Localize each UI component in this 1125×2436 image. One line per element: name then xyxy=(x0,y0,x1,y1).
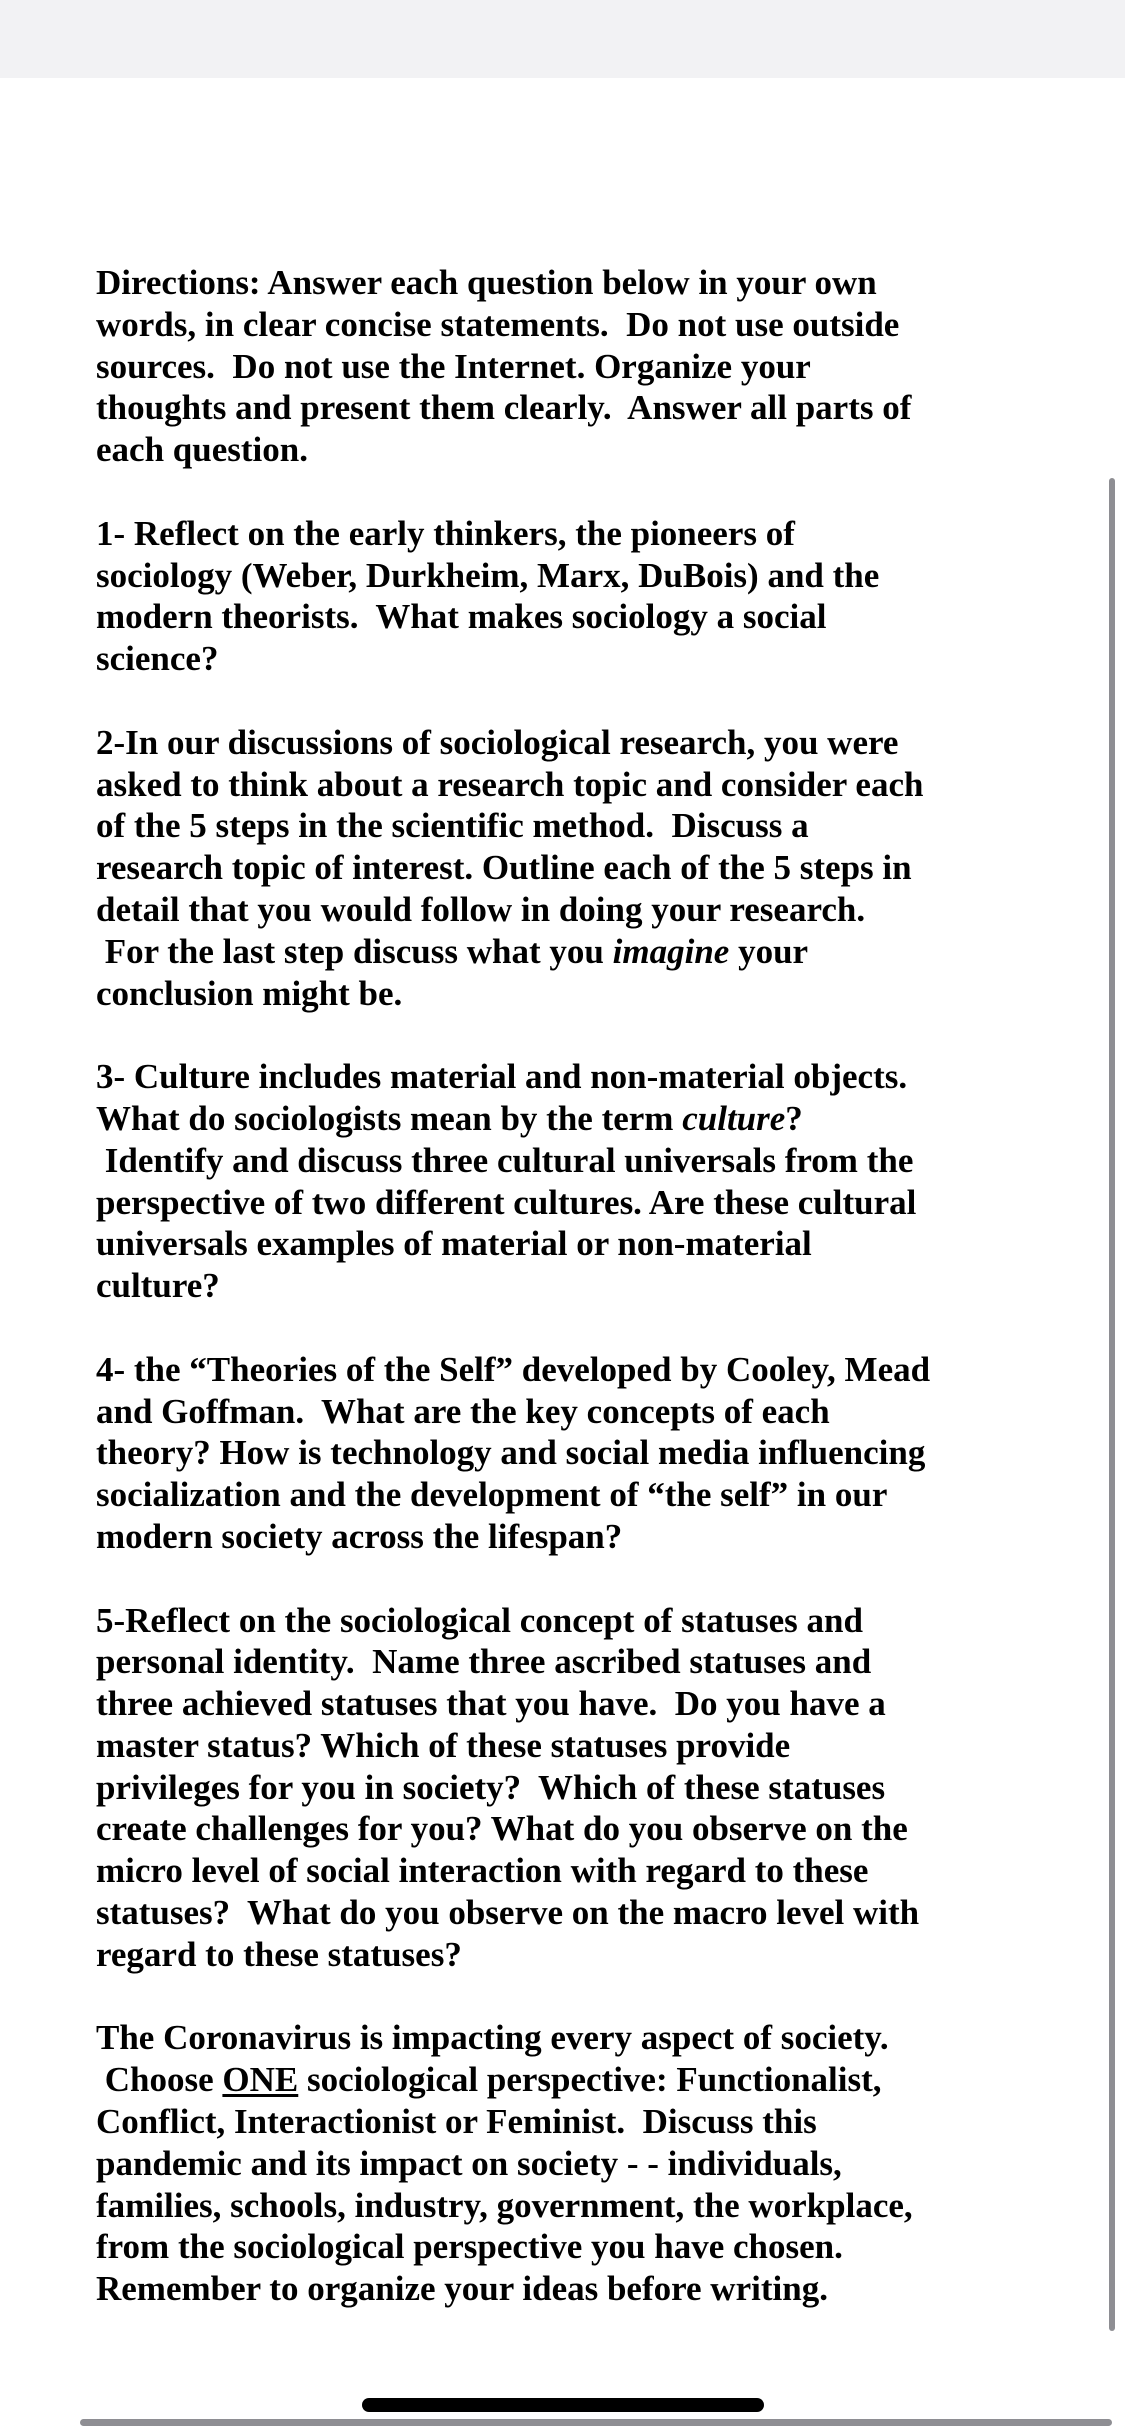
text-line: families, schools, industry, government, the workplace, xyxy=(96,2185,913,2225)
text-line: pandemic and its impact on society - - individuals, xyxy=(96,2143,842,2183)
directions-paragraph xyxy=(96,262,976,471)
top-bar xyxy=(0,0,1125,78)
text-line: personal identity. Name three ascribed statuses and xyxy=(96,1642,872,1682)
text-line: perspective of two different cultures. Are these cultural xyxy=(96,1182,917,1222)
emphasis-imagine: imagine xyxy=(612,931,730,971)
text-line: science? xyxy=(96,639,219,679)
text-line: of the 5 steps in the scientific method. Discuss a xyxy=(96,806,809,846)
text-line: 4- the “Theories of the Self” developed by Cooley, Mead xyxy=(96,1349,931,1389)
text-run: ? xyxy=(785,1098,803,1138)
text-line xyxy=(96,2059,976,2101)
question-1 xyxy=(96,513,976,680)
text-run: sociological perspective: Functionalist, xyxy=(298,2060,882,2100)
text-line: theory? How is technology and social media influencing xyxy=(96,1433,926,1473)
text-line: modern theorists. What makes sociology a social xyxy=(96,597,827,637)
text-run: Choose xyxy=(96,2060,223,2100)
document-body[interactable] xyxy=(96,262,976,2352)
text-line: master status? Which of these statuses provide xyxy=(96,1725,791,1765)
text-line: regard to these statuses? xyxy=(96,1934,462,1974)
text-line: research topic of interest. Outline each of the 5 steps in xyxy=(96,848,912,888)
text-line: and Goffman. What are the key concepts of each xyxy=(96,1391,830,1431)
text-line: statuses? What do you observe on the macro level with xyxy=(96,1893,920,1933)
text-line: universals examples of material or non-material xyxy=(96,1224,812,1264)
text-run: your xyxy=(729,931,809,971)
text-line: three achieved statuses that you have. Do you have a xyxy=(96,1684,886,1724)
text-line: modern society across the lifespan? xyxy=(96,1516,623,1556)
underline-one: ONE xyxy=(222,2060,299,2100)
emphasis-culture: culture xyxy=(682,1098,786,1138)
text-line: 1- Reflect on the early thinkers, the pioneers of xyxy=(96,513,795,553)
question-4 xyxy=(96,1349,976,1558)
text-line: thoughts and present them clearly. Answer all parts of xyxy=(96,388,912,428)
text-line: Conflict, Interactionist or Feminist. Discuss this xyxy=(96,2102,817,2142)
text-run: For the last step discuss what you xyxy=(96,931,613,971)
question-5 xyxy=(96,1600,976,1976)
text-line: micro level of social interaction with regard to these xyxy=(96,1851,869,1891)
text-line: 3- Culture includes material and non-material objects. xyxy=(96,1057,908,1097)
text-line: Directions: Answer each question below in your own xyxy=(96,263,877,302)
text-line: socialization and the development of “the self” in our xyxy=(96,1475,888,1515)
text-line: privileges for you in society? Which of these statuses xyxy=(96,1767,886,1807)
text-line: Identify and discuss three cultural universals from the xyxy=(96,1140,914,1180)
text-line: conclusion might be. xyxy=(96,973,403,1013)
question-6 xyxy=(96,2017,976,2310)
horizontal-scrollbar[interactable] xyxy=(80,2419,1112,2426)
text-line: words, in clear concise statements. Do not use outside xyxy=(96,304,900,344)
text-line xyxy=(96,1098,976,1140)
text-line: asked to think about a research topic and consider each xyxy=(96,764,924,804)
text-line: sources. Do not use the Internet. Organize your xyxy=(96,346,811,386)
text-line: create challenges for you? What do you observe on the xyxy=(96,1809,908,1849)
text-line: Remember to organize your ideas before writing. xyxy=(96,2269,828,2309)
text-line: detail that you would follow in doing your research. xyxy=(96,889,866,929)
text-line: sociology (Weber, Durkheim, Marx, DuBois) and the xyxy=(96,555,880,595)
text-line: from the sociological perspective you have chosen. xyxy=(96,2227,843,2267)
question-2 xyxy=(96,722,976,1015)
text-line: culture? xyxy=(96,1266,220,1306)
vertical-scrollbar[interactable] xyxy=(1109,478,1115,2331)
text-line xyxy=(96,931,976,973)
text-line: 5-Reflect on the sociological concept of statuses and xyxy=(96,1600,863,1640)
text-line: The Coronavirus is impacting every aspect of society. xyxy=(96,2018,889,2058)
question-3 xyxy=(96,1056,976,1307)
text-run: What do sociologists mean by the term xyxy=(96,1098,683,1138)
text-line: each question. xyxy=(96,430,308,470)
home-indicator[interactable] xyxy=(362,2398,764,2412)
text-line: 2-In our discussions of sociological research, you were xyxy=(96,722,899,762)
